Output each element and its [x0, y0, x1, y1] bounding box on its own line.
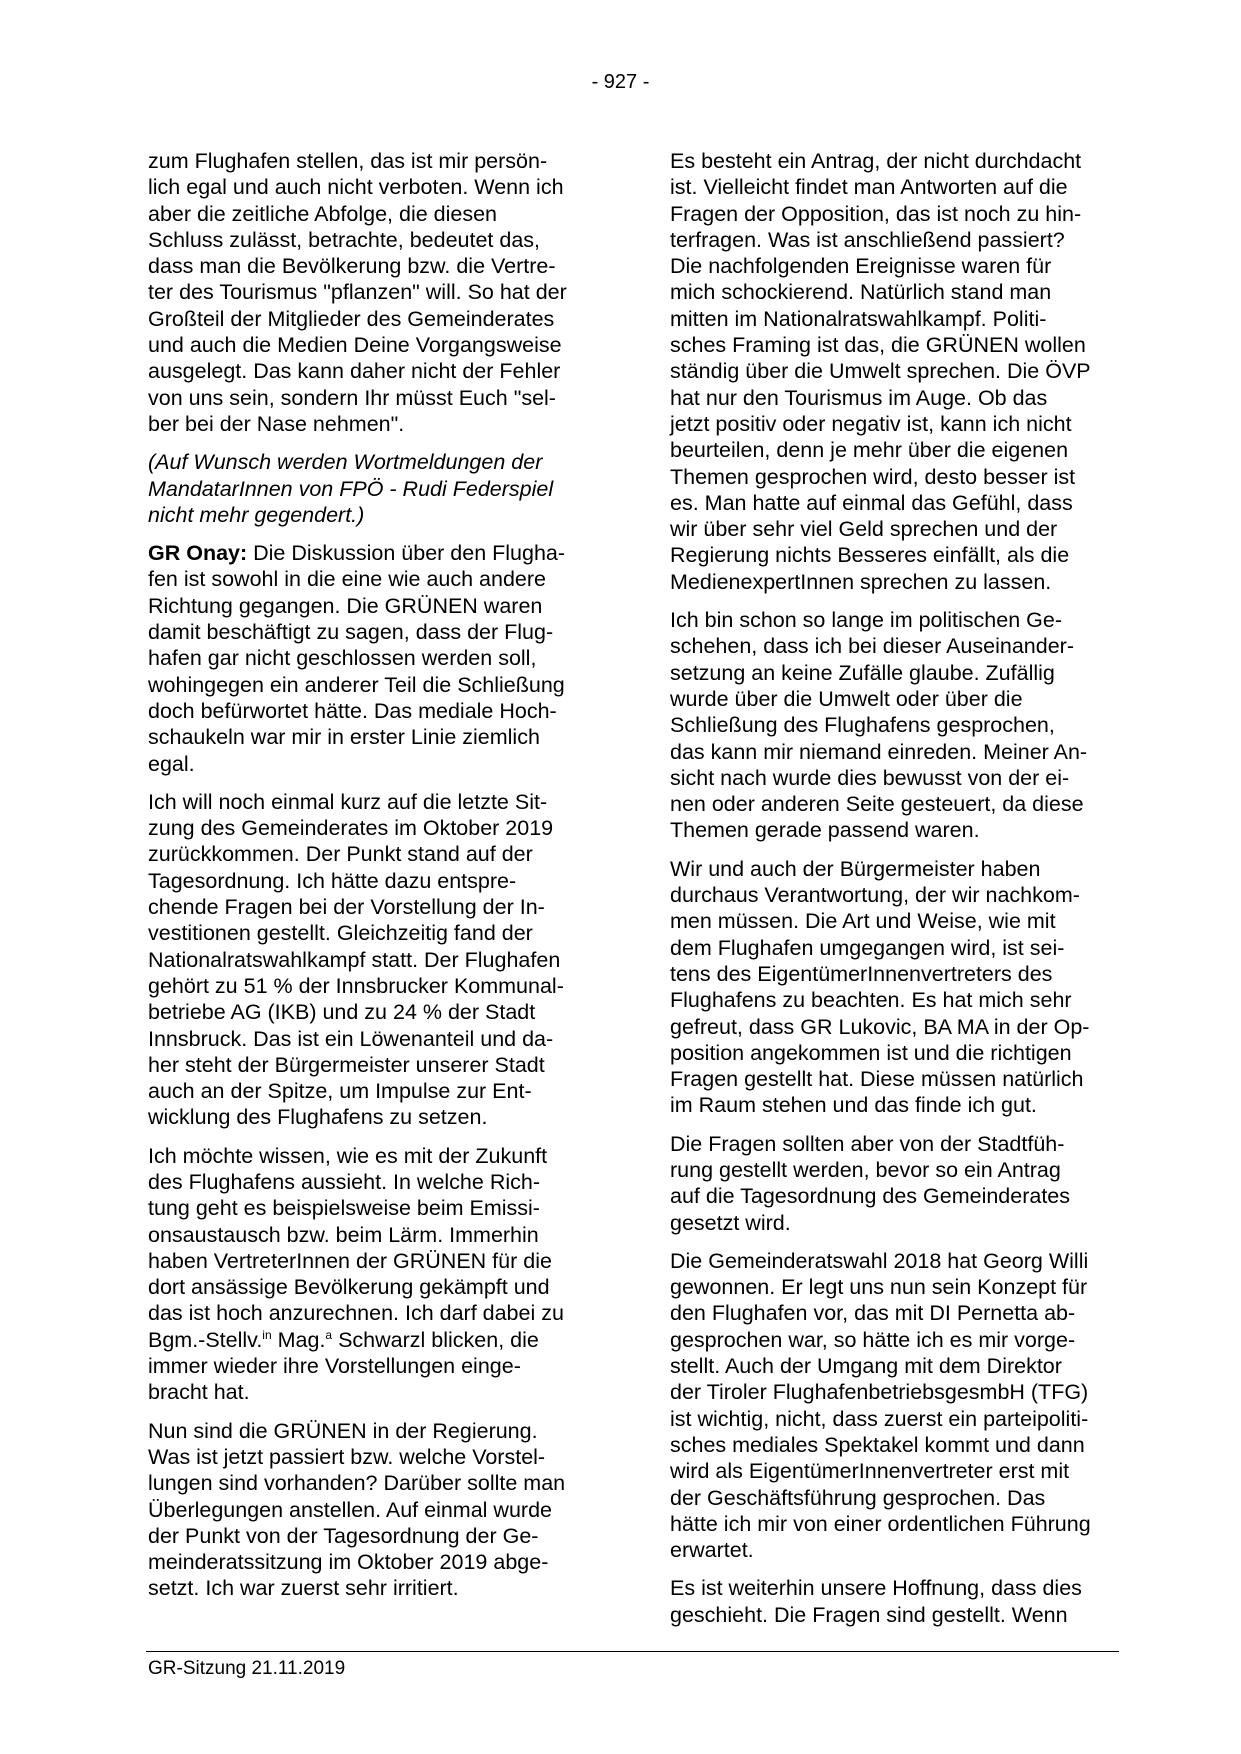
- paragraph: Ich bin schon so lange im politischen Ge- schehen, dass ich bei dieser Auseinander- setzung an keine Zufälle glaube. Zufällig wurde über die Umwelt oder über die Schließung des Flughafens gesprochen, das kann mir niemand einreden. Meiner An- sicht nach wurde dies bewusst von der ei- nen oder anderen Seite gesteuert, da diese Themen gerade passend waren.: [670, 608, 1088, 843]
- paragraph-text: Schwarzl blicken, die immer wieder ihre Vorstellungen einge- bracht hat.: [148, 1327, 539, 1405]
- left-column: [148, 148, 603, 1614]
- paragraph: Es besteht ein Antrag, der nicht durchdacht ist. Vielleicht findet man Antworten auf die Fragen der Opposition, das ist noch zu hin- terfragen. Was ist anschließend passiert? Die nachfolgenden Ereignisse waren für mich schockierend. Natürlich stand man mitten im Nationalratswahlkampf. Politi- sches Framing ist das, die GRÜNEN wollen ständig über die Umwelt sprechen. Die ÖVP hat nur den Tourismus im Auge. Ob das jetzt positiv oder negativ ist, kann ich nicht beurteilen, denn je mehr über die eigenen Themen gesprochen wird, desto besser ist es. Man hatte auf einmal das Gefühl, dass wir über sehr viel Geld sprechen und der Regierung nichts Besseres einfällt, als die MedienexpertInnen sprechen zu lassen.: [670, 149, 1091, 594]
- footer-divider: [146, 1651, 1119, 1652]
- superscript: a: [325, 1327, 333, 1342]
- speaker-name: GR Onay:: [148, 541, 248, 566]
- page-number: - 927 -: [591, 71, 650, 93]
- paragraph: Wir und auch der Bürgermeister haben durchaus Verantwortung, der wir nachkom- men müssen. Die Art und Weise, wie mit dem Flughafen umgegangen wird, ist sei- tens des EigentümerInnenvertreters des Flughafens zu beachten. Es hat mich sehr gefreut, dass GR Lukovic, BA MA in der Op- position angekommen ist und die richtigen Fragen gestellt hat. Diese müssen natürlich im Raum stehen und das finde ich gut.: [670, 856, 1090, 1118]
- paragraph: zum Flughafen stellen, das ist mir persön- lich egal und auch nicht verboten. Wenn ich aber die zeitliche Abfolge, die diesen Schluss zulässt, betrachte, bedeutet das, dass man die Bevölkerung bzw. die Vertre- ter des Tourismus "pflanzen" will. So hat der Großteil der Mitglieder des Gemeinderates und auch die Medien Deine Vorgangsweise ausgelegt. Das kann daher nicht der Fehler von uns sein, sondern Ihr müsst Euch "sel- ber bei der Nase nehmen".: [148, 149, 567, 436]
- paragraph: [148, 1143, 603, 1406]
- paragraph: Es ist weiterhin unsere Hoffnung, dass dies geschieht. Die Fragen sind gestellt. Wenn: [670, 1576, 1082, 1627]
- paragraph: Die Gemeinderatswahl 2018 hat Georg Willi gewonnen. Er legt uns nun sein Konzept für den Flughafen vor, das mit DI Pernetta ab- gesprochen war, so hätte ich es mir vorge- stellt. Auch der Umgang mit dem Direktor der Tiroler FlughafenbetriebsgesmbH (TFG) ist wichtig, nicht, dass zuerst ein parteipoliti- sches mediales Spektakel kommt und dann wird als EigentümerInnenvertreter erst mit der Geschäftsführung gesprochen. Das hätte ich mir von einer ordentlichen Führung erwartet.: [670, 1248, 1091, 1563]
- speaker-paragraph: [148, 540, 603, 777]
- paragraph-text: Ich möchte wissen, wie es mit der Zukunft des Flughafens aussieht. In welche Rich- tung geht es beispielsweise beim Emissi- onsaustausch bzw. beim Lärm. Immerhin haben VertreterInnen der GRÜNEN für die dort ansässige Bevölkerung gekämpft und das ist hoch anzurechnen. Ich darf dabei zu Bgm.-Stellv.: [148, 1143, 564, 1352]
- speaker-text: Die Diskussion über den Flugha- fen ist sowohl in die eine wie auch andere Richtung gegangen. Die GRÜNEN waren damit beschäftigt zu sagen, dass der Flug- hafen gar nicht geschlossen werden soll, wohingegen ein anderer Teil die Schließung doch befürwortet hätte. Das mediale Hoch- schaukeln war mir in erster Linie ziemlich egal.: [148, 541, 566, 776]
- footer-session-date: GR-Sitzung 21.11.2019: [148, 1658, 346, 1679]
- paragraph: Nun sind die GRÜNEN in der Regierung. Was ist jetzt passiert bzw. welche Vorstel- lungen sind vorhanden? Darüber sollte man Überlegungen anstellen. Auf einmal wurde der Punkt von der Tagesordnung der Ge- meinderatssitzung im Oktober 2019 abge- setzt. Ich war zuerst sehr irritiert.: [148, 1418, 566, 1601]
- paragraph-text: Mag.: [271, 1327, 326, 1352]
- superscript: in: [262, 1327, 272, 1342]
- paragraph: Ich will noch einmal kurz auf die letzte Sit- zung des Gemeinderates im Oktober 2019 zurückkommen. Der Punkt stand auf der Tagesordnung. Ich hätte dazu entspre- chende Fragen bei der Vorstellung der In- vestitionen gestellt. Gleichzeitig fand der Nationalratswahlkampf statt. Der Flughafen gehört zu 51 % der Innsbrucker Kommunal- betriebe AG (IKB) und zu 24 % der Stadt Innsbruck. Das ist ein Löwenanteil und da- her steht der Bürgermeister unserer Stadt auch an der Spitze, um Impulse zur Ent- wicklung des Flughafens zu setzen.: [148, 789, 564, 1130]
- right-column: [670, 148, 1125, 1640]
- editorial-note: (Auf Wunsch werden Wortmeldungen der MandatarInnen von FPÖ - Rudi Federspiel nicht mehr gegendert.): [148, 450, 554, 527]
- paragraph: Die Fragen sollten aber von der Stadtfüh- rung gestellt werden, bevor so ein Antrag auf die Tagesordnung des Gemeinderates gesetzt wird.: [670, 1131, 1071, 1235]
